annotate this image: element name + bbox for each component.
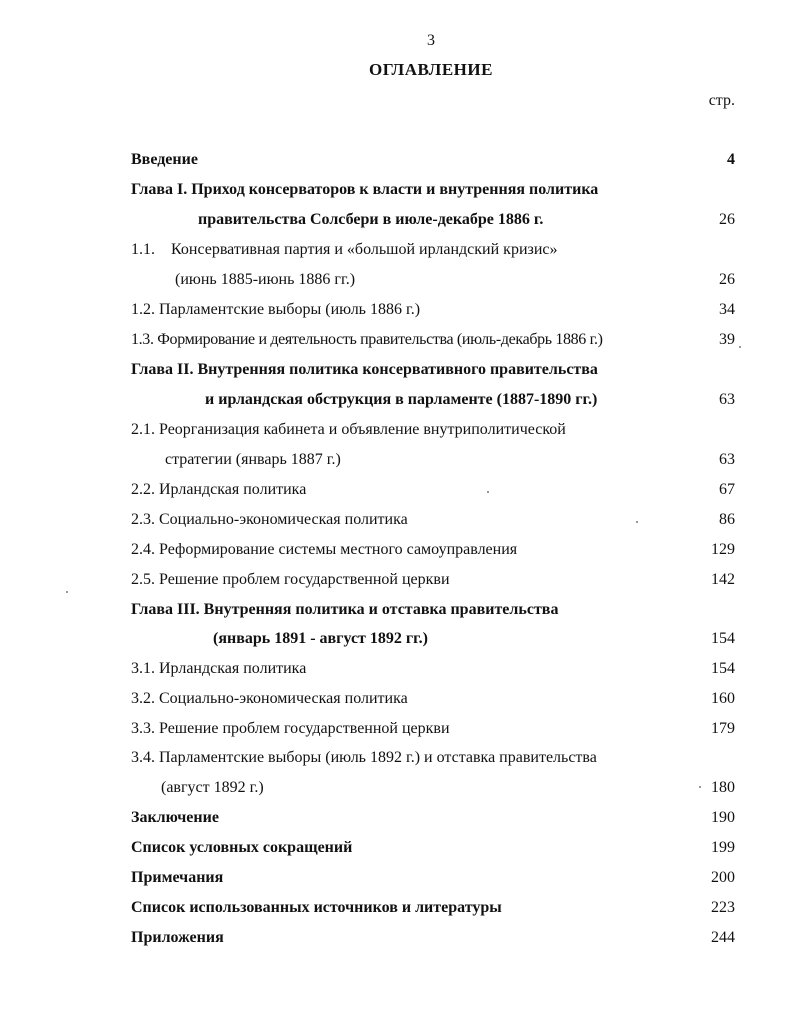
scan-speck [487,491,489,493]
toc-entry-text: 3.4. Парламентские выборы (июль 1892 г.) и отставка правительства [131,749,597,766]
toc-entry-text: 3.3. Решение проблем государственной церкви [131,720,450,737]
toc-entry-text: Глава III. Внутренняя политика и отставка правительства [131,601,559,618]
toc-entry-text: 2.4. Реформирование системы местного самоуправления [131,541,518,558]
toc-entry-3-2 [131,687,735,711]
toc-entry-bibliography [131,896,735,920]
toc-entry-notes [131,866,735,890]
toc-entry-page: 26 [719,211,735,228]
toc-entry-text: (июнь 1885-июнь 1886 гг.) [175,271,356,288]
toc-entry-text: 2.5. Решение проблем государственной церкви [131,571,450,588]
toc-entry-text: Глава II. Внутренняя политика консервативного правительства [131,361,598,378]
toc-entry-text: правительства Солсбери в июле-декабре 1886 г. [198,211,544,228]
toc-entry-chapter-2-cont [131,388,735,412]
toc-entry-text: 2.3. Социально-экономическая политика [131,511,408,528]
toc-entry-conclusion [131,806,735,830]
page-column-header: стр. [708,92,735,109]
toc-entry-chapter-1-cont [131,208,735,232]
scan-speck [699,786,701,788]
toc-entry-text: Приложения [131,929,224,946]
toc-entry-page: 34 [719,301,735,318]
toc-entry-3-1 [131,657,735,681]
toc-entry-chapter-3-cont [131,627,735,651]
toc-entry-abbreviations [131,836,735,860]
toc-entry-text: 2.1. Реорганизация кабинета и объявление внутриполитической [131,421,566,438]
toc-entry-text: Введение [131,151,198,168]
toc-entry-page: 223 [711,899,735,916]
toc-entry-1-1-cont [131,268,735,292]
toc-entry-chapter-2 [131,358,735,382]
toc-entry-2-1 [131,418,735,442]
toc-entry-page: 180 [711,779,735,796]
toc-entry-page: 179 [711,720,735,737]
toc-entry-text: 1.2. Парламентские выборы (июль 1886 г.) [131,301,421,318]
toc-entry-page: 154 [711,660,735,677]
toc-entry-page: 63 [719,391,735,408]
toc-entry-page: 160 [711,690,735,707]
toc-entry-text: Глава I. Приход консерваторов к власти и внутренняя политика [131,181,599,198]
page-number: 3 [427,32,435,49]
page-title: ОГЛАВЛЕНИЕ [369,60,493,79]
toc-entry-text: стратегии (январь 1887 г.) [165,451,341,468]
toc-entry-text: Заключение [131,809,219,826]
toc-entry-text: (январь 1891 - август 1892 гг.) [213,630,428,647]
toc-entry-3-4 [131,746,735,770]
toc-entry-appendices [131,926,735,950]
toc-entry-page: 67 [719,481,735,498]
toc-entry-page: 129 [711,541,735,558]
scan-speck [66,591,68,593]
toc-entry-page: 199 [711,839,735,856]
toc-entry-page: 244 [711,929,735,946]
toc-entry-text: 2.2. Ирландская политика [131,481,307,498]
toc-entry-2-3 [131,508,735,532]
toc-entry-page: 190 [711,809,735,826]
toc-entry-2-2 [131,478,735,502]
toc-entry-text: Список использованных источников и литературы [131,899,502,916]
toc-entry-1-3 [131,328,735,352]
toc-entry-page: 154 [711,630,735,647]
toc-entry-3-4-cont [131,776,735,800]
toc-entry-chapter-1 [131,178,735,202]
toc-entry-text: 3.2. Социально-экономическая политика [131,690,408,707]
scan-speck [636,521,638,523]
toc-entry-text: 3.1. Ирландская политика [131,660,307,677]
toc-entry-text: Примечания [131,869,224,886]
toc-entry-3-3 [131,717,735,741]
toc-entry-text: (август 1892 г.) [161,779,264,796]
toc-entry-page: 39 [719,331,735,348]
toc-entry-1-2 [131,298,735,322]
toc-entry-text: 1.1. Консервативная партия и «большой ирландский кризис» [131,241,558,258]
toc-entry-text: Список условных сокращений [131,839,353,856]
toc-entry-page: 142 [711,571,735,588]
toc-entry-text: 1.3. Формирование и деятельность правительства (июль-декабрь 1886 г.) [131,331,603,348]
toc-entry-2-4 [131,538,735,562]
toc-entry-page: 63 [719,451,735,468]
toc-entry-2-5 [131,568,735,592]
toc-entry-chapter-3 [131,598,735,622]
toc-entry-page: 200 [711,869,735,886]
toc-entry-page: 4 [727,151,735,168]
toc-entry-1-1 [131,238,735,262]
toc-entry-2-1-cont [131,448,735,472]
toc-entry-page: 26 [719,271,735,288]
scan-speck [739,346,741,348]
toc-entry-text: и ирландская обструкция в парламенте (1887-1890 гг.) [205,391,598,408]
toc-entry-page: 86 [719,511,735,528]
toc-entry-introduction [131,148,735,172]
